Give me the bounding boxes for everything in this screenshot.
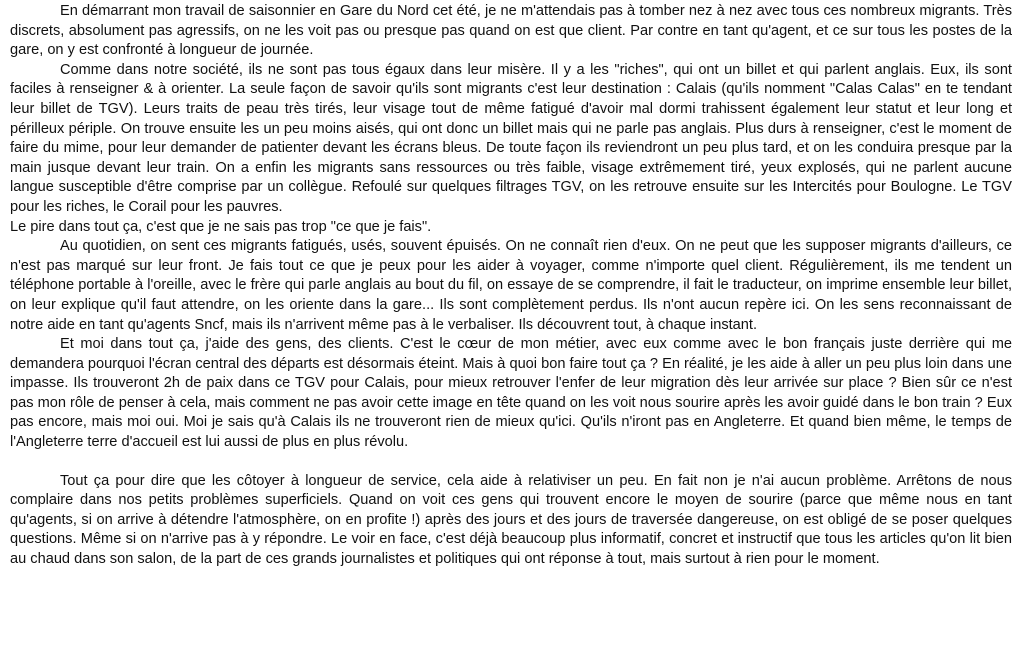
- paragraph-doubt: Le pire dans tout ça, c'est que je ne sais pas trop "ce que je fais".: [10, 218, 432, 235]
- paragraph-spacer: [10, 453, 1012, 472]
- paragraph-classes-of-migrants: Comme dans notre société, ils ne sont pas tous égaux dans leur misère. Il y a les "riches", qui ont un billet et qui parlent anglais. Eux, ils sont faciles à renseigner & à orienter. La seule façon de savoir qu'ils sont migrants c'est leur destination : Calais (qu'ils nomment "Calas Calas" en te tendant leur billet de TGV). Leurs traits de peau très tirés, leur visage tout de même fatigué d'avoir mal dormi trahissent également leur statut et leur long et périlleux périple. On trouve ensuite les un peu moins aisés, qui ont donc un billet mais qui ne parle pas anglais. Plus durs à renseigner, c'est le moment de faire du mime, pour leur demander de patienter devant les écrans bleus. De toute façon ils reviendront un peu plus tard, et on les conduira presque par la main jusque devant leur train. On a enfin les migrants sans ressources ou très faible, visage extrêmement tiré, yeux explosés, qui ne parlent aucune langue susceptible d'être comprise par un collègue. Refoulé sur quelques filtrages TGV, on les retrouve ensuite sur les Intercités pour Boulogne. Le TGV pour les riches, le Corail pour les pauvres.: [10, 61, 1012, 215]
- paragraph-daily-life: Au quotidien, on sent ces migrants fatigués, usés, souvent épuisés. On ne connaît rien d'eux. On ne peut que les supposer migrants d'ailleurs, ce n'est pas marqué sur leur front. Je fais tout ce que je peux pour les aider à voyager, comme n'importe quel client. Régulièrement, ils me tendent un téléphone portable à l'oreille, avec le frère qui parle anglais au bout du fil, on essaye de se comprendre, il fait le traducteur, on imprime ensemble leur billet, on leur explique qu'il faut attendre, on les oriente dans la gare... Ils sont complètement perdus. Ils n'ont aucun repère ici. On les sens reconnaissant de notre aide en tant qu'agents Sncf, mais ils n'arrivent même pas à le verbaliser. Ils découvrent tout, à chaque instant.: [10, 238, 1012, 333]
- document-body: [10, 2, 1012, 570]
- paragraph-conclusion: Tout ça pour dire que les côtoyer à longueur de service, cela aide à relativiser un peu. En fait non je n'ai aucun problème. Arrêtons de nous complaire dans nos petits problèmes superficiels. Quand on voit ces gens qui trouvent encore le moyen de sourire (parce que même nous en tant qu'agents, si on arrive à détendre l'atmosphère, on en profite !) après des jours et des jours de traversée dangereuse, on est obligé de se poser quelques questions. Même si on n'arrive pas à y répondre. Le voir en face, c'est déjà beaucoup plus informatif, concret et instructif que tous les articles qu'on lit bien au chaud dans son salon, de la part de ces grands journalistes et politiques qui ont réponse à tout, mais surtout à rien pour le moment.: [10, 472, 1012, 568]
- paragraph-reflection: Et moi dans tout ça, j'aide des gens, des clients. C'est le cœur de mon métier, avec eux comme avec le bon français juste derrière qui me demandera pourquoi l'écran central des départs est désormais éteint. Mais à quoi bon faire tout ça ? En réalité, je les aide à aller un peu plus loin dans une impasse. Ils trouveront 2h de paix dans ce TGV pour Calais, pour mieux retrouver l'enfer de leur migration dès leur arrivée sur place ? Bien sûr ce n'est pas mon rôle de penser à cela, mais comment ne pas avoir cette image en tête quand on les voit nous sourire après les avoir guidé dans le bon train ? Eux pas encore, mais moi oui. Moi je sais qu'à Calais ils ne trouveront rien de mieux qu'ici. Qu'ils n'iront pas en Angleterre. Et quand bien même, le temps de l'Angleterre terre d'accueil est lui aussi de plus en plus révolu.: [10, 336, 1012, 451]
- paragraph-arrival: En démarrant mon travail de saisonnier en Gare du Nord cet été, je ne m'attendais pas à tomber nez à nez avec tous ces nombreux migrants. Très discrets, absolument pas agressifs, on ne les voit pas ou presque pas quand on est que client. Par contre en tant qu'agent, et ce sur tous les postes de la gare, on y est confronté à longueur de journée.: [10, 3, 1012, 59]
